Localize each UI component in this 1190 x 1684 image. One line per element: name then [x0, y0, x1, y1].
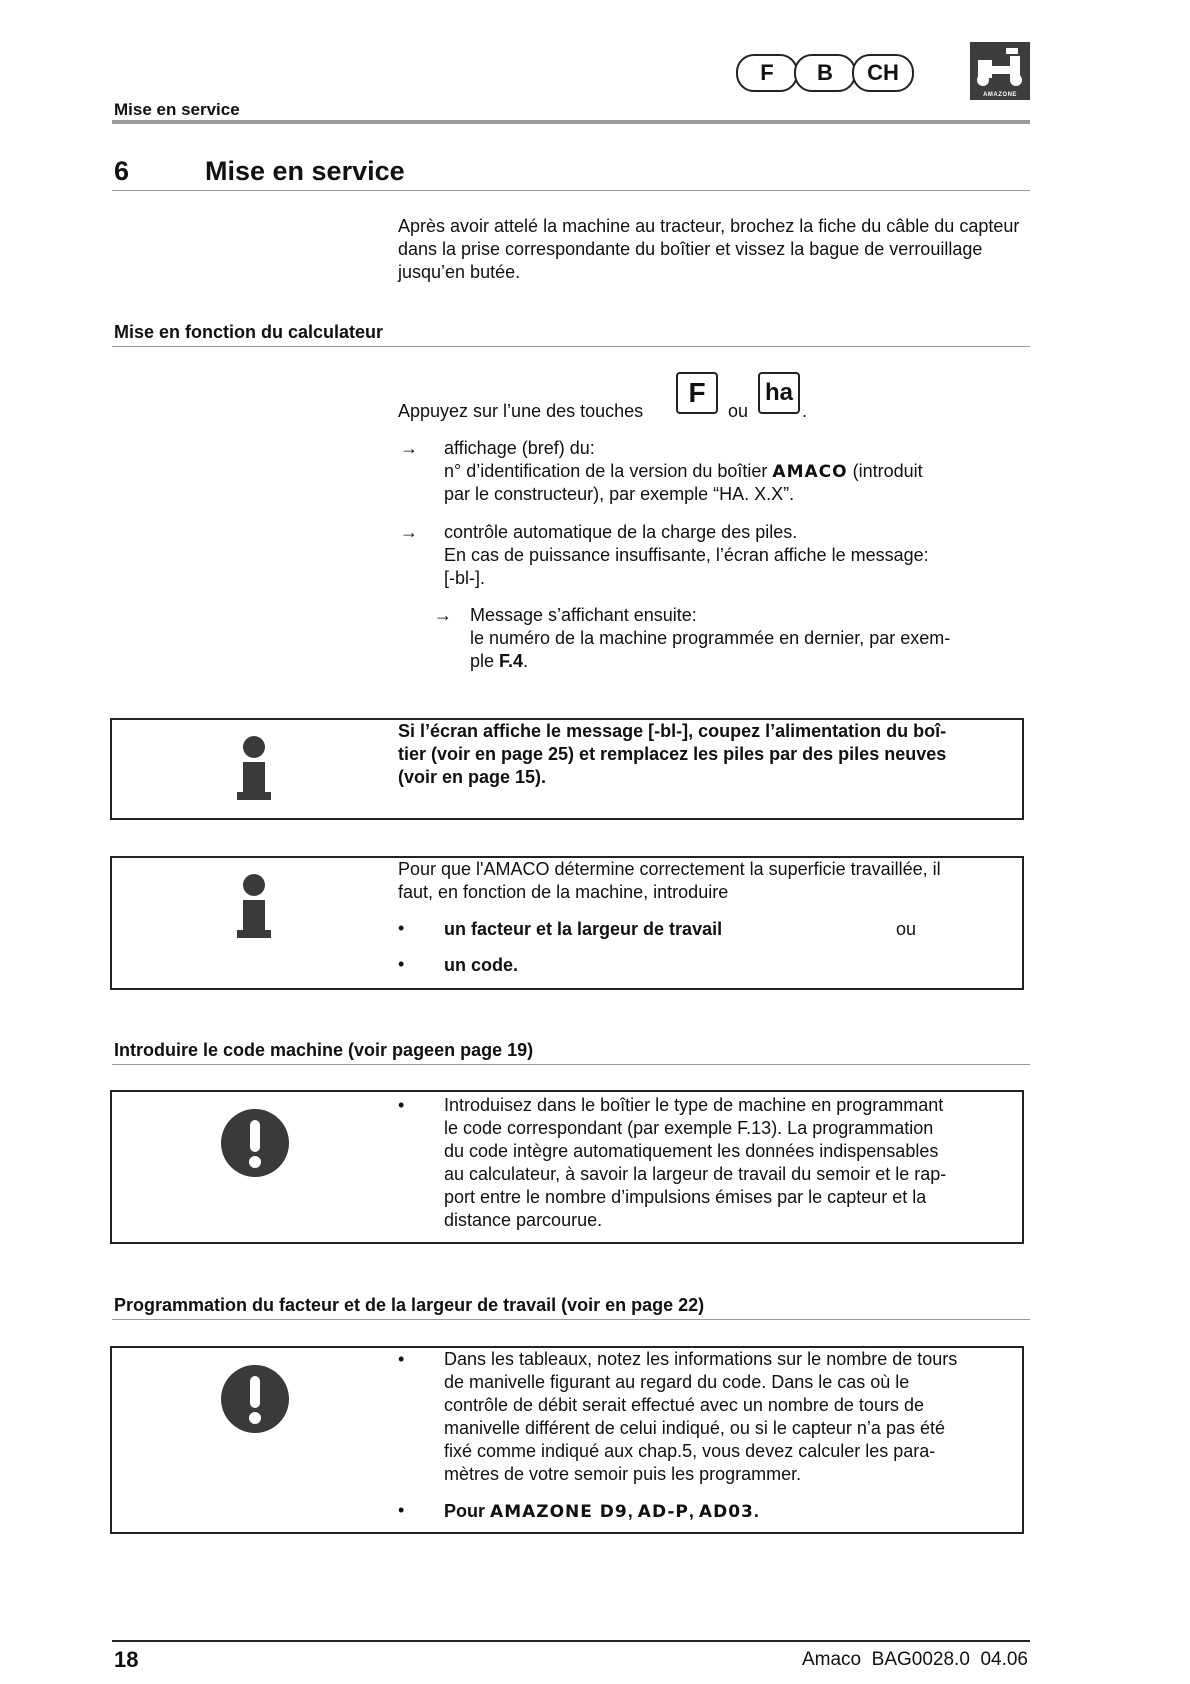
bullet: •: [398, 918, 405, 938]
warn2-line: mètres de votre semoir puis les programmer.: [444, 1464, 802, 1484]
key-ha-icon: ha: [758, 372, 800, 414]
footer-rule: [112, 1640, 1030, 1642]
warn2-line: Dans les tableaux, notez les informations sur le nombre de tours: [444, 1349, 958, 1369]
page-number: 18: [114, 1647, 139, 1672]
arrow-icon: →: [434, 605, 452, 625]
section-title-code-machine: Introduire le code machine (voir pageen page 19): [114, 1040, 534, 1060]
amazone-logo: [970, 42, 1030, 100]
section2-rule: [112, 1064, 1030, 1065]
sub-line3-post: .: [523, 651, 529, 671]
bullet: •: [398, 1349, 405, 1369]
lang-badge-ch: CH: [852, 54, 914, 92]
item2-line2: En cas de puissance insuffisante, l’écran affiche le message:: [444, 545, 929, 565]
bullet: •: [398, 1500, 405, 1520]
item2-end: .: [753, 1501, 759, 1521]
tractor-logo-icon: [970, 42, 1030, 90]
warn1-line: distance parcourue.: [444, 1210, 603, 1230]
info2-item1-or: ou: [896, 919, 917, 939]
info2-item1: un facteur et la largeur de travail: [444, 919, 723, 939]
info-icon: [234, 874, 274, 945]
warn2-line: manivelle différent de celui indiqué, ou si le capteur n’a pas été: [444, 1418, 945, 1438]
item2-line1: contrôle automatique de la charge des piles.: [444, 522, 798, 542]
item1-line1: affichage (bref) du:: [444, 438, 595, 458]
section3-rule: [112, 1319, 1030, 1320]
warn2-line: de manivelle figurant au regard du code. Dans le cas où le: [444, 1372, 910, 1392]
running-header: Mise en service: [114, 100, 240, 119]
sub-line3: [470, 650, 528, 673]
sub-line1: Message s’affichant ensuite:: [470, 605, 697, 625]
header-rule: [112, 120, 1030, 124]
warn1-line: Introduisez dans le boîtier le type de machine en programmant: [444, 1095, 944, 1115]
logo-label: AMAZONE: [983, 92, 1017, 98]
doc-reference: Amaco BAG0028.0 04.06: [801, 1649, 1028, 1670]
warning-icon: [220, 1108, 290, 1183]
section1-rule: [112, 346, 1030, 347]
warning-icon: [220, 1364, 290, 1439]
lang-badge-f: F: [736, 54, 798, 92]
sub-line2: le numéro de la machine programmée en dernier, par exem-: [470, 628, 951, 648]
info2-line2: faut, en fonction de la machine, introduire: [398, 882, 729, 902]
separator: ,: [688, 1501, 694, 1521]
amazone-d9-brand: AMAZONE D9: [490, 1502, 628, 1522]
separator: ,: [627, 1501, 633, 1521]
item1-line2: [444, 460, 923, 484]
warn2-line: contrôle de débit serait effectué avec un nombre de tours de: [444, 1395, 924, 1415]
bullet: •: [398, 954, 405, 974]
key-f-icon: F: [676, 372, 718, 414]
chapter-number: 6: [114, 156, 130, 186]
info-icon: [234, 736, 274, 807]
warn2-item2: [444, 1500, 759, 1524]
arrow-icon: →: [400, 522, 418, 542]
press-keys-text: Appuyez sur l’une des touches: [398, 401, 644, 421]
ad-p-brand: AD-P: [637, 1502, 689, 1522]
info1-line1: Si l’écran affiche le message [-bl-], coupez l’alimentation du boî-: [398, 721, 947, 741]
lang-badge-b: B: [794, 54, 856, 92]
item1-line2-text: n° d’identification de la version du boîtier: [444, 461, 768, 481]
chapter-rule: [112, 190, 1030, 191]
warn1-line: le code correspondant (par exemple F.13). La programmation: [444, 1118, 934, 1138]
warn2-item2-pre: Pour: [444, 1501, 486, 1521]
info2-item2: un code.: [444, 955, 519, 975]
ad03-brand: AD03: [698, 1502, 754, 1522]
section-title-programmation: Programmation du facteur et de la largeur de travail (voir en page 22): [114, 1295, 705, 1315]
sub-line3-pre: ple: [470, 651, 495, 671]
info1-line2: tier (voir en page 25) et remplacez les piles par des piles neuves: [398, 744, 947, 764]
item1-line3: par le constructeur), par exemple “HA. X.X”.: [444, 484, 795, 504]
intro-paragraph: Après avoir attelé la machine au tracteur, brochez la fiche du câble du capteur dans la prise correspondante du boîtier et vissez la bague de verrouillage jusqu’en butée.: [398, 216, 1020, 282]
item1-line2-post: (introduit: [852, 461, 923, 481]
item2-line3: [-bl-].: [444, 568, 486, 588]
chapter-title: Mise en service: [205, 156, 405, 186]
bullet: •: [398, 1095, 405, 1115]
sub-line3-bold: F.4: [499, 651, 524, 671]
warn1-line: du code intègre automatiquement les données indispensables: [444, 1141, 939, 1161]
warn1-line: au calculateur, à savoir la largeur de travail du semoir et le rap-: [444, 1164, 947, 1184]
section-title-calculateur: Mise en fonction du calculateur: [114, 322, 384, 342]
info2-line1: Pour que l'AMACO détermine correctement la superficie travaillée, il: [398, 859, 941, 879]
arrow-icon: →: [400, 438, 418, 458]
press-period: .: [802, 401, 808, 421]
amaco-brand: AMACO: [772, 462, 848, 482]
or-text: ou: [728, 401, 749, 421]
info1-line3: (voir en page 15).: [398, 767, 547, 787]
language-badges: [736, 54, 910, 90]
warn2-line: fixé comme indiqué aux chap.5, vous devez calculer les para-: [444, 1441, 936, 1461]
warn1-line: port entre le nombre d’impulsions émises par le capteur et la: [444, 1187, 927, 1207]
